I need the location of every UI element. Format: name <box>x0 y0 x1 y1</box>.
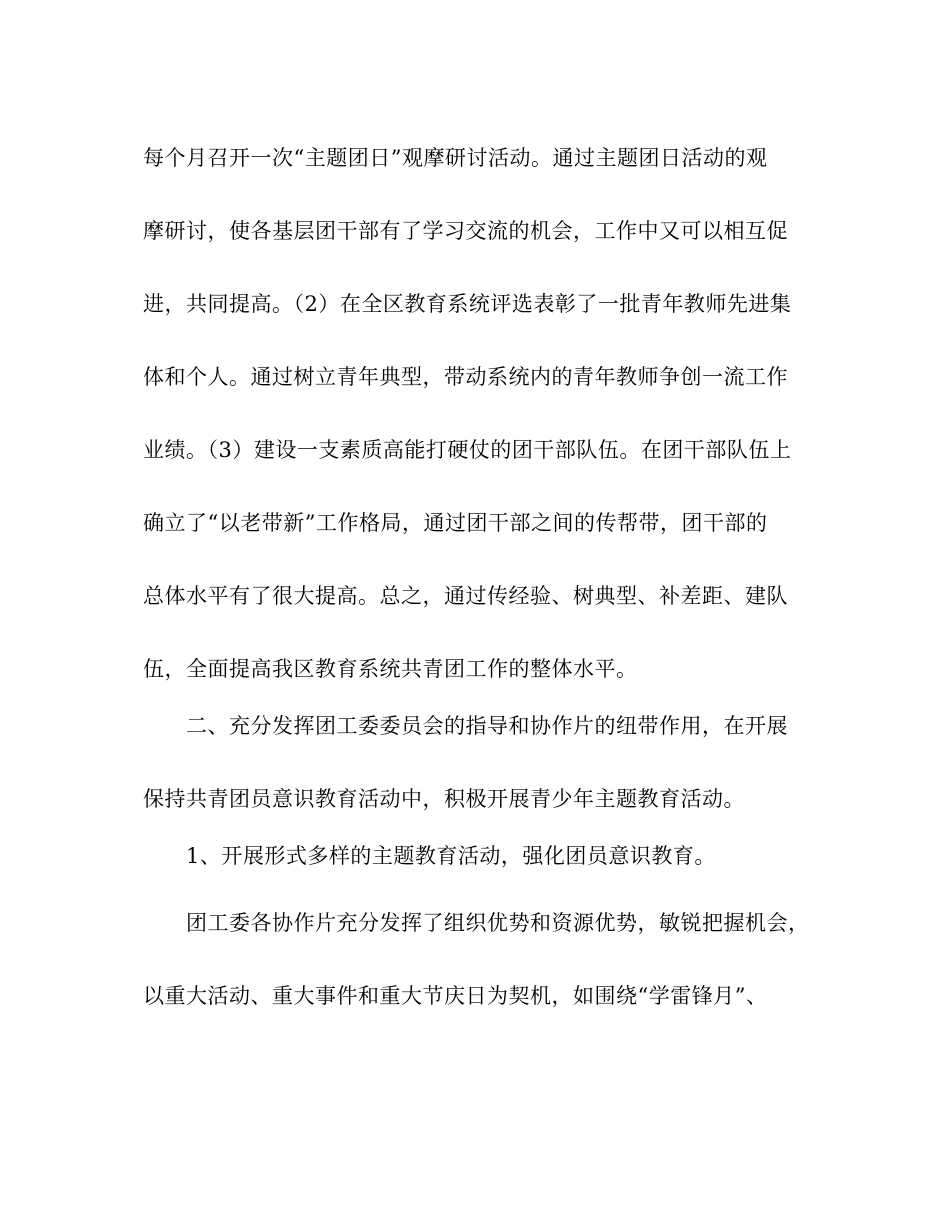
paragraph-start-line: 团工委各协作片充分发挥了组织优势和资源优势，敏锐把握机会， <box>186 911 810 935</box>
text-line: 保持共青团员意识教育活动中，积极开展青少年主题教育活动。 <box>143 787 745 811</box>
text-line: 体和个人。通过树立青年典型，带动系统内的青年教师争创一流工作 <box>143 365 788 389</box>
text-line: 进，共同提高。（2）在全区教育系统评选表彰了一批青年教师先进集 <box>143 292 792 316</box>
text-line: 每个月召开一次“主题团日”观摩研讨活动。通过主题团日活动的观 <box>143 146 768 170</box>
text-line: 以重大活动、重大事件和重大节庆日为契机，如围绕“学雷锋月”、 <box>143 984 768 1008</box>
text-line: 总体水平有了很大提高。总之，通过传经验、树典型、补差距、建队 <box>143 584 788 608</box>
text-line: 业绩。（3）建设一支素质高能打硬仗的团干部队伍。在团干部队伍上 <box>143 438 792 462</box>
subsection-heading-line: 1、开展形式多样的主题教育活动，强化团员意识教育。 <box>186 844 716 868</box>
section-heading-line: 二、充分发挥团工委委员会的指导和协作片的纽带作用，在开展 <box>186 714 788 738</box>
text-line: 摩研讨，使各基层团干部有了学习交流的机会，工作中又可以相互促 <box>143 219 788 243</box>
text-line: 确立了“以老带新”工作格局，通过团干部之间的传帮带，团干部的 <box>143 511 768 535</box>
text-line: 伍，全面提高我区教育系统共青团工作的整体水平。 <box>143 657 638 681</box>
